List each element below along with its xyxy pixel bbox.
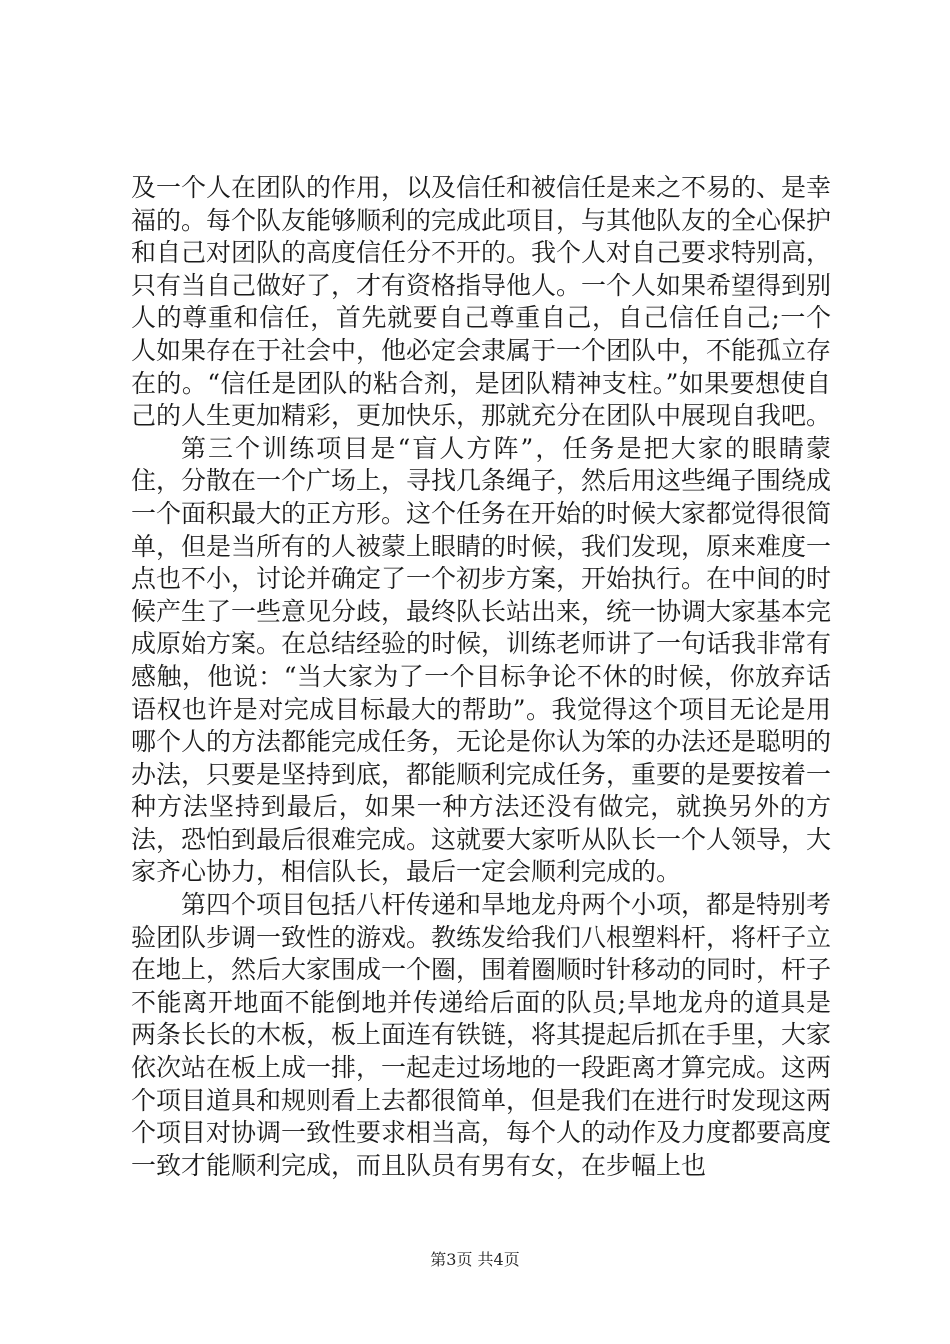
paragraph-pole-dragonboat: 第四个项目包括八杆传递和旱地龙舟两个小项，都是特别考验团队步调一致性的游戏。教练发给我们八根塑料杆，将杆子立在地上，然后大家围成一个圈，围着圈顺时针移动的同时，杆子不能离开地面不能倒地并传递给后面的队员;旱地龙舟的道具是两条长长的木板，板上面连有铁链，将其提起后抓在手里，大家依次站在板上成一排，一起走过场地的一段距离才算完成。这两个项目道具和规则看上去都很简单，但是我们在进行时发现这两个项目对协调一致性要求相当高，每个人的动作及力度都要高度一致才能顺利完成，而且队员有男有女，在步幅上也 — [131, 890, 832, 1180]
page-number-label: 第3页 共4页 — [430, 1250, 520, 1269]
paragraph-blind-square: 第三个训练项目是“盲人方阵”，任务是把大家的眼睛蒙住，分散在一个广场上，寻找几条绳子，然后用这些绳子围绕成一个面积最大的正方形。这个任务在开始的时候大家都觉得很简单，但是当所有的人被蒙上眼睛的时候，我们发现，原来难度一点也不小，讨论并确定了一个初步方案，开始执行。在中间的时候产生了一些意见分歧，最终队长站出来，统一协调大家基本完成原始方案。在总结经验的时候，训练老师讲了一句话我非常有感触，他说：“当大家为了一个目标争论不休的时候，你放弃话语权也许是对完成目标最大的帮助”。我觉得这个项目无论是用哪个人的方法都能完成任务，无论是你认为笨的办法还是聪明的办法，只要是坚持到底，都能顺利完成任务，重要的是要按着一种方法坚持到最后，如果一种方法还没有做完，就换另外的方法，恐怕到最后很难完成。这就要大家听从队长一个人领导，大家齐心协力，相信队长，最后一定会顺利完成的。 — [131, 433, 832, 887]
paragraph-team-trust: 及一个人在团队的作用，以及信任和被信任是来之不易的、是幸福的。每个队友能够顺利的完成此项目，与其他队友的全心保护和自己对团队的高度信任分不开的。我个人对自己要求特别高，只有当自己做好了，才有资格指导他人。一个人如果希望得到别人的尊重和信任，首先就要自己尊重自己，自己信任自己;一个人如果存在于社会中，他必定会隶属于一个团队中，不能孤立存在的。“信任是团队的粘合剂，是团队精神支柱。”如果要想使自己的人生更加精彩，更加快乐，那就充分在团队中展现自我吧。 — [131, 173, 832, 431]
document-body — [131, 172, 831, 1182]
page-footer — [0, 1247, 950, 1270]
